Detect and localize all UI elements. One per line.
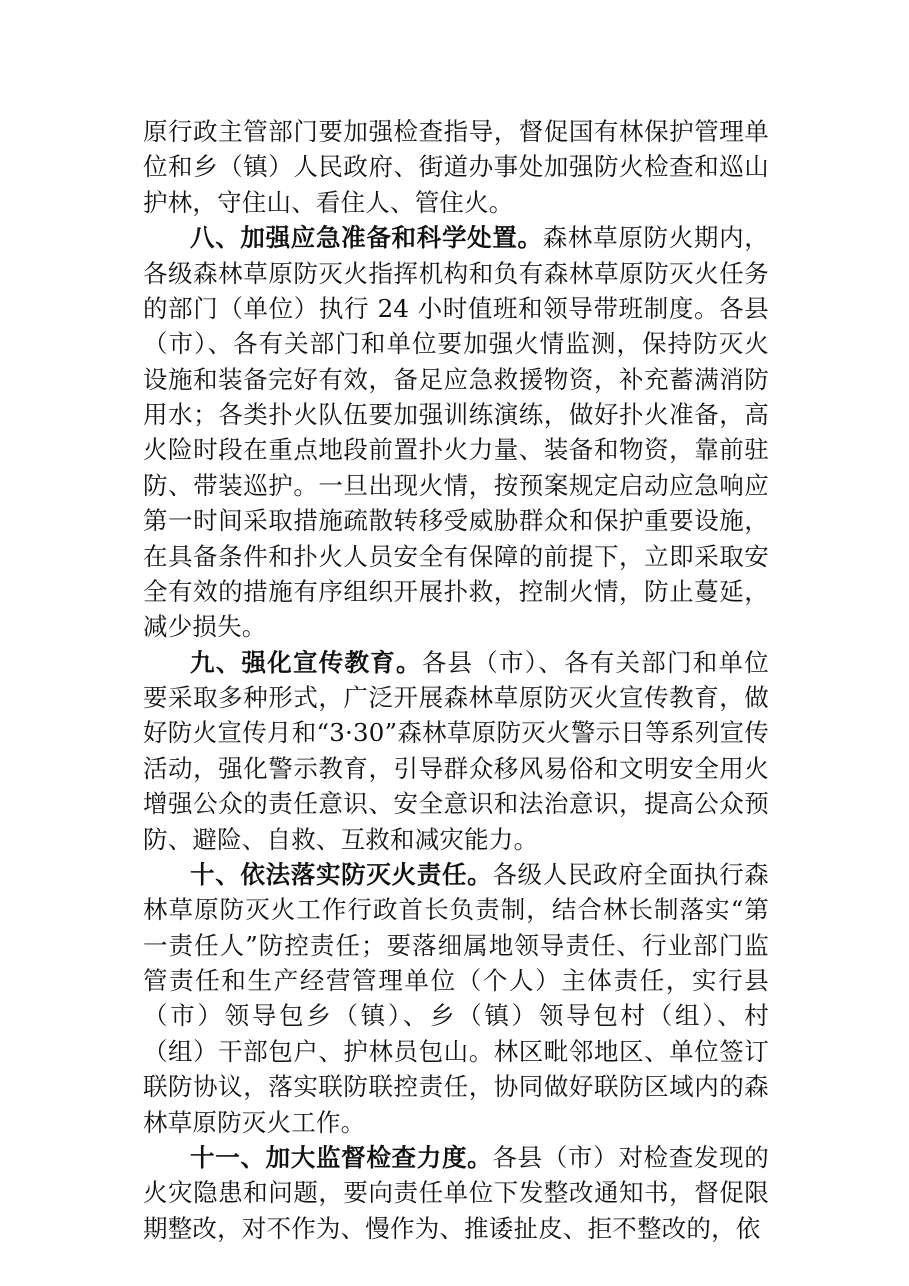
text-line: 火险时段在重点地段前置扑火力量、装备和物资，靠前驻 bbox=[143, 435, 769, 465]
text-line: 减少损失。 bbox=[143, 612, 267, 642]
section-heading: 九、强化宣传教育。 bbox=[190, 647, 422, 677]
text-line: 防、带装巡护。一旦出现火情，按预案规定启动应急响应 bbox=[143, 470, 769, 500]
text-line: 各县（市）对检查发现的 bbox=[492, 1142, 769, 1172]
text-line: 期整改，对不作为、慢作为、推诿扯皮、拒不整改的，依 bbox=[143, 1213, 761, 1243]
text-line: 森林草原防火期内， bbox=[542, 223, 769, 253]
text-line: 林草原防灭火工作行政首长负责制，结合林长制落实“第 bbox=[143, 895, 769, 925]
text-line: 要采取多种形式，广泛开展森林草原防灭火宣传教育，做 bbox=[143, 683, 769, 712]
text-line: 用水；各类扑火队伍要加强训练演练，做好扑火准备，高 bbox=[143, 400, 769, 429]
text-line: 设施和装备完好有效，备足应急救援物资，补充蓄满消防 bbox=[143, 364, 769, 394]
text-line: 一责任人”防控责任；要落细属地领导责任、行业部门监 bbox=[143, 930, 769, 960]
text-line: 活动，强化警示教育，引导群众移风易俗和文明安全用火 bbox=[143, 753, 769, 783]
text-line: 管责任和生产经营管理单位（个人）主体责任，实行县 bbox=[143, 966, 769, 995]
paragraph-first-line bbox=[190, 1140, 769, 1175]
paragraph-first-line bbox=[190, 220, 769, 255]
text-line: 增强公众的责任意识、安全意识和法治意识，提高公众预 bbox=[143, 789, 769, 819]
text-line: （市）、各有关部门和单位要加强火情监测，保持防灭火 bbox=[143, 329, 769, 359]
text-line: 护林，守住山、看住人、管住火。 bbox=[143, 187, 514, 217]
paragraph-first-line bbox=[190, 857, 769, 892]
text-line: 火灾隐患和问题，要向责任单位下发整改通知书，督促限 bbox=[143, 1178, 769, 1208]
text-line: 原行政主管部门要加强检查指导，督促国有林保护管理单 bbox=[143, 117, 769, 146]
section-heading: 十、依法落实防灭火责任。 bbox=[190, 859, 493, 889]
text-line: 联防协议，落实联防联控责任，协同做好联防区域内的森 bbox=[143, 1072, 769, 1102]
text-line: （市）领导包乡（镇）、乡（镇）领导包村（组）、村 bbox=[143, 1001, 769, 1031]
paragraph-first-line bbox=[190, 645, 769, 680]
section-heading: 十一、加大监督检查力度。 bbox=[190, 1142, 493, 1172]
text-line: 全有效的措施有序组织开展扑救，控制火情，防止蔓延， bbox=[143, 576, 769, 606]
text-line: 好防火宣传月和“3·30”森林草原防灭火警示日等系列宣传 bbox=[143, 718, 769, 748]
text-line: 防、避险、自救、互救和减灾能力。 bbox=[143, 824, 539, 854]
text-line: 林草原防灭火工作。 bbox=[143, 1107, 366, 1137]
text-line: 各县（市）、各有关部门和单位 bbox=[421, 647, 769, 677]
text-line: 第一时间采取措施疏散转移受威胁群众和保护重要设施， bbox=[143, 506, 769, 536]
text-line: 各级人民政府全面执行森 bbox=[492, 859, 769, 889]
text-line: （组）干部包户、护林员包山。林区毗邻地区、单位签订 bbox=[143, 1036, 769, 1066]
text-line: 的部门（单位）执行 24 小时值班和领导带班制度。各县 bbox=[143, 293, 769, 323]
text-line: 位和乡（镇）人民政府、街道办事处加强防火检查和巡山 bbox=[143, 152, 769, 182]
section-heading: 八、加强应急准备和科学处置。 bbox=[190, 223, 543, 253]
text-line: 在具备条件和扑火人员安全有保障的前提下，立即采取安 bbox=[143, 541, 769, 571]
text-line: 各级森林草原防灭火指挥机构和负有森林草原防灭火任务 bbox=[143, 258, 769, 288]
